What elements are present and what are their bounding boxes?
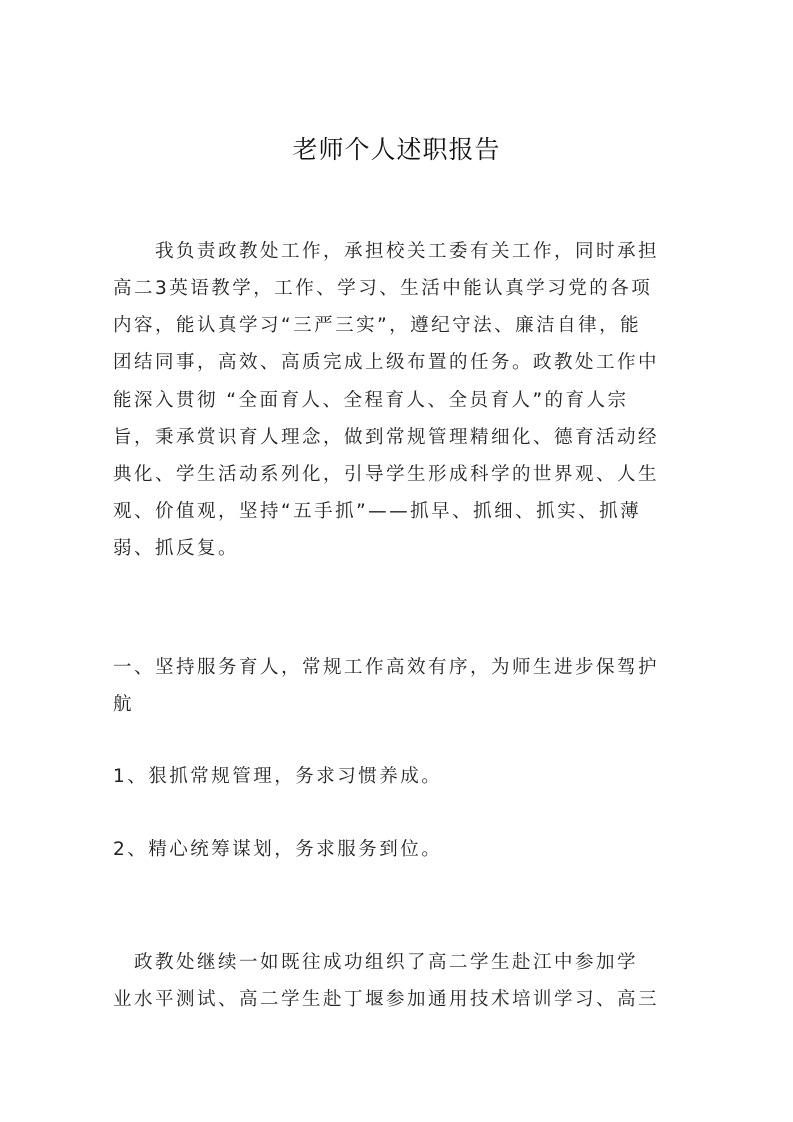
paragraph-line: 弱、抓反复。 <box>113 538 240 559</box>
paragraph-line: 我负责政教处工作，承担校关工委有关工作，同时承担 <box>113 241 660 262</box>
paragraph-line: 内容，能认真学习“三严三实”，遵纪守法、廉洁自律，能 <box>113 315 642 336</box>
paragraph-line: 高二3英语教学，工作、学习、生活中能认真学习党的各项 <box>113 278 653 299</box>
paragraph-line: 典化、学生活动系列化，引导学生形成科学的世界观、人生 <box>113 464 660 485</box>
section-heading-line: 航 <box>113 694 135 715</box>
paragraph-line: 观、价值观，坚持“五手抓”——抓早、抓细、抓实、抓薄 <box>113 501 642 522</box>
list-item-1: 1、狠抓常规管理，务求习惯养成。 <box>113 766 443 787</box>
list-item-2: 2、精心统筹谋划，务求服务到位。 <box>113 839 443 860</box>
section-heading-line: 一、坚持服务育人，常规工作高效有序，为师生进步保驾护 <box>113 657 660 678</box>
paragraph-line: 能深入贯彻 “全面育人、全程育人、全员育人”的育人宗 <box>113 390 629 411</box>
paragraph-line: 业水平测试、高二学生赴丁堰参加通用技术培训学习、高三 <box>113 989 660 1010</box>
paragraph-line: 旨，秉承赏识育人理念，做到常规管理精细化、德育活动经 <box>113 427 660 448</box>
paragraph-line: 政教处继续一如既往成功组织了高二学生赴江中参加学 <box>113 952 639 973</box>
paragraph-line: 团结同事，高效、高质完成上级布置的任务。政教处工作中 <box>113 352 660 373</box>
document-title: 老师个人述职报告 <box>292 135 501 164</box>
